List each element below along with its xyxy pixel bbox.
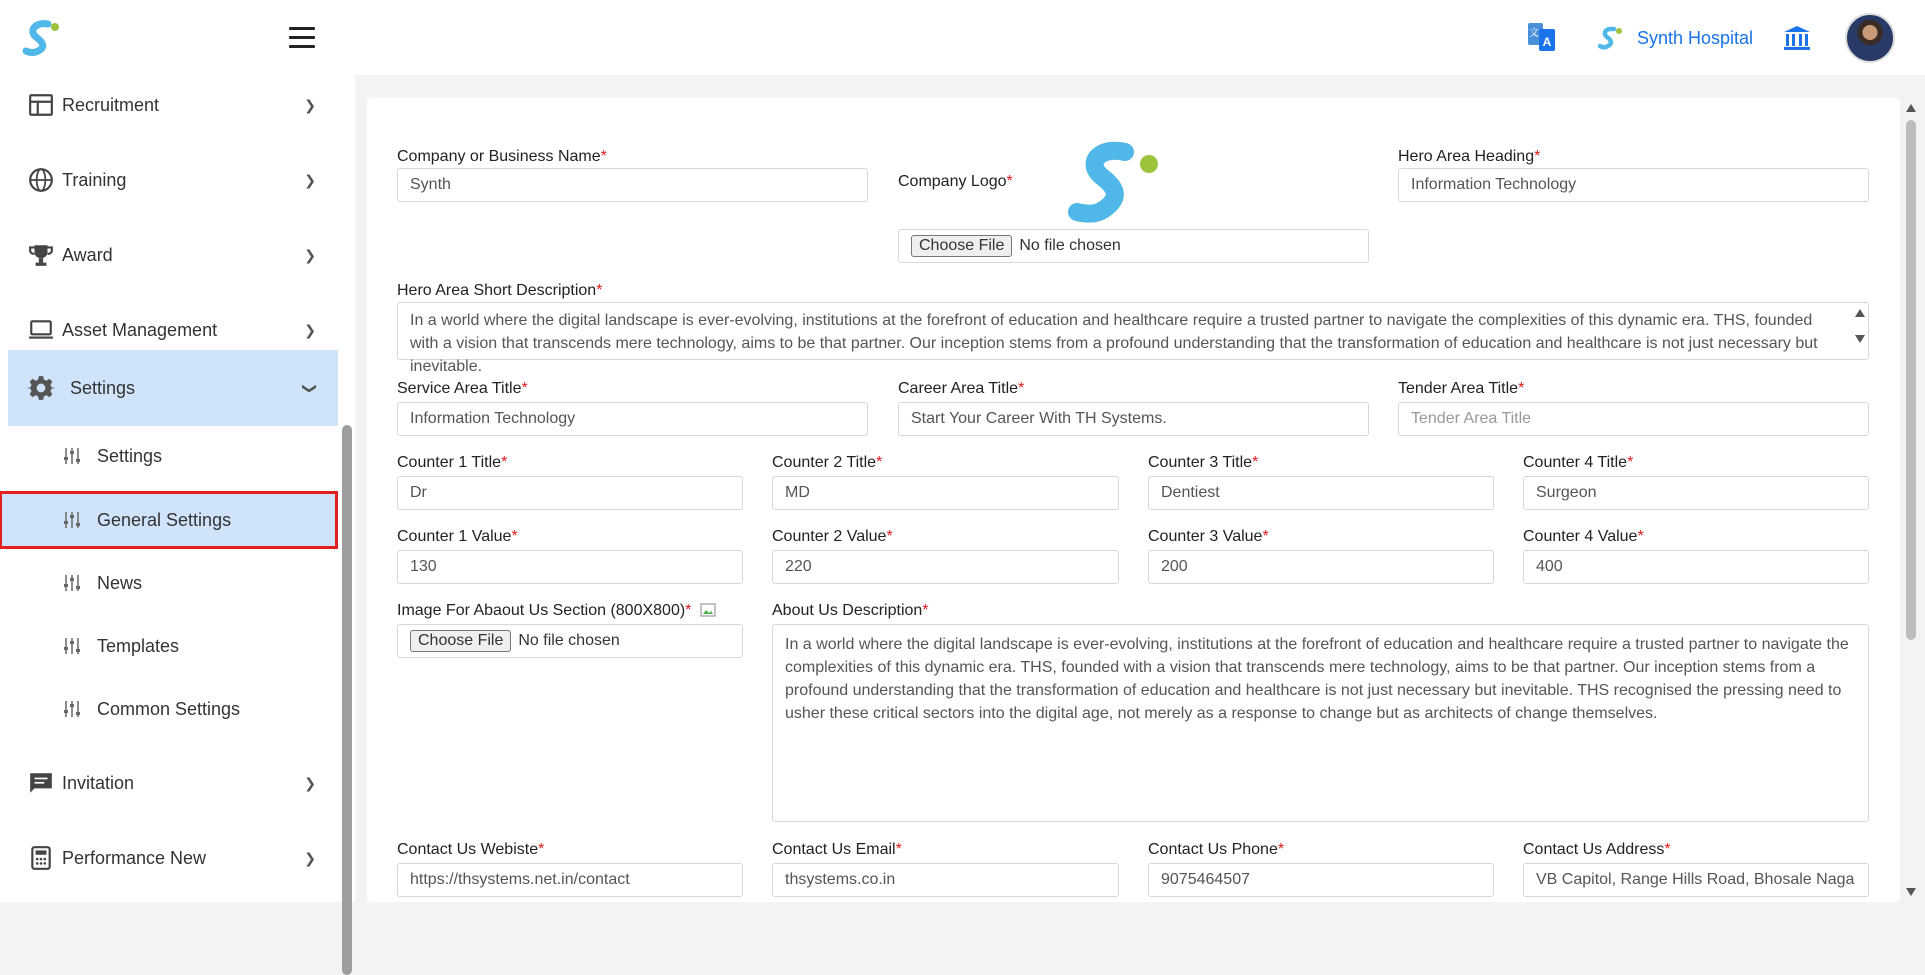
contact-address-input[interactable]: VB Capitol, Range Hills Road, Bhosale Naga [1523, 863, 1869, 897]
sliders-icon [62, 573, 82, 593]
sidebar-subitem-label: Settings [97, 445, 163, 466]
sidebar-item-performance-new[interactable] [8, 828, 338, 888]
scroll-down-icon[interactable] [1855, 335, 1865, 343]
chevron-right-icon: ❯ [304, 96, 316, 113]
counter1-title-input[interactable]: Dr [397, 476, 743, 510]
sidebar-scrollbar[interactable] [342, 425, 352, 975]
svg-text:文: 文 [1528, 28, 1539, 39]
counter2-title-input[interactable]: MD [772, 476, 1119, 510]
sidebar-subitem-news[interactable] [8, 557, 333, 609]
svg-text:A: A [1542, 35, 1552, 49]
about-description-label: About Us Description* [772, 602, 929, 619]
bank-icon[interactable] [1783, 24, 1811, 52]
sidebar-item-recruitment[interactable] [8, 75, 338, 135]
hero-description-text: In a world where the digital landscape is ever-evolving, institutions at the forefront of education and healthcare require a trusted partner to navigate the complexities of this dynamic era. THS, founded with a vision that transcends mere technology, aims to be that partner. Our inception stems from a profound understanding that the transformation of education and healthcare is not just necessary but inevitable. [410, 312, 1818, 375]
counter2-value-label: Counter 2 Value* [772, 528, 893, 545]
trophy-icon [28, 242, 54, 268]
sidebar-subitem-label: Templates [97, 635, 180, 656]
scroll-up-icon[interactable] [1906, 104, 1916, 112]
message-icon [28, 770, 54, 796]
sidebar-item-award[interactable] [8, 225, 338, 285]
scroll-down-icon[interactable] [1906, 888, 1916, 896]
counter1-title-label: Counter 1 Title* [397, 454, 508, 471]
sidebar [0, 75, 355, 902]
file-status: No file chosen [518, 632, 620, 649]
page-scrollbar[interactable] [1903, 98, 1919, 902]
translate-icon[interactable] [1527, 21, 1557, 55]
hero-description-textarea[interactable] [397, 302, 1869, 375]
broken-image-icon [700, 602, 716, 618]
about-description-textarea[interactable]: In a world where the digital landscape is ever-evolving, institutions at the forefront of education and healthcare require a trusted partner to navigate the complexities of this dynamic era. THS, founded with a vision that transcends mere technology, aims to be that partner. Our inception stems from a profound understanding that the transformation of education and healthcare is not just necessary but inevitable. THS recognised the pressing need to usher these critical sectors into the digital age, not merely as a response to change but as architects of change themselves. [772, 624, 1869, 822]
top-bar [0, 0, 1925, 75]
tender-title-input[interactable]: Tender Area Title [1398, 402, 1869, 436]
brand-mark-icon [1597, 25, 1623, 51]
sidebar-item-label: Settings [70, 377, 136, 398]
sidebar-subitem-common-settings[interactable] [8, 683, 333, 735]
contact-website-label: Contact Us Webiste* [397, 841, 545, 858]
chevron-down-icon: ❯ [302, 382, 319, 394]
sidebar-subitem-general-settings[interactable] [2, 494, 335, 546]
menu-icon[interactable] [289, 27, 315, 49]
sidebar-item-label: Training [62, 169, 127, 190]
choose-file-button[interactable]: Choose File [911, 235, 1012, 257]
sidebar-item-label: Award [62, 244, 113, 265]
company-logo-file-input[interactable] [898, 229, 1369, 263]
sliders-icon [62, 510, 82, 530]
counter4-value-label: Counter 4 Value* [1523, 528, 1644, 545]
avatar[interactable] [1845, 13, 1895, 63]
counter3-value-label: Counter 3 Value* [1148, 528, 1269, 545]
sidebar-item-label: Asset Management [62, 319, 218, 340]
contact-email-label: Contact Us Email* [772, 841, 902, 858]
counter2-value-input[interactable]: 220 [772, 550, 1119, 584]
sidebar-item-training[interactable] [8, 150, 338, 210]
general-settings-form [367, 98, 1900, 902]
sidebar-item-label: Recruitment [62, 94, 160, 115]
career-title-input[interactable]: Start Your Career With TH Systems. [898, 402, 1369, 436]
service-title-input[interactable]: Information Technology [397, 402, 868, 436]
about-image-file-input[interactable] [397, 624, 743, 658]
contact-address-label: Contact Us Address* [1523, 841, 1671, 858]
counter1-value-label: Counter 1 Value* [397, 528, 518, 545]
app-logo-icon[interactable] [22, 18, 62, 58]
about-image-label: Image For Abaout Us Section (800X800)* [397, 602, 716, 620]
contact-email-input[interactable]: thsystems.co.in [772, 863, 1119, 897]
sidebar-item-settings[interactable] [8, 350, 338, 426]
file-status: No file chosen [1019, 237, 1121, 254]
chevron-right-icon: ❯ [304, 321, 316, 338]
hero-description-label: Hero Area Short Description* [397, 282, 603, 299]
choose-file-button[interactable]: Choose File [410, 630, 511, 652]
sidebar-item-label: Invitation [62, 772, 135, 793]
counter3-title-label: Counter 3 Title* [1148, 454, 1259, 471]
sliders-icon [62, 636, 82, 656]
laptop-icon [28, 317, 54, 343]
sidebar-subitem-templates[interactable] [8, 620, 333, 672]
recruitment-icon [28, 92, 54, 118]
counter1-value-input[interactable]: 130 [397, 550, 743, 584]
tender-title-label: Tender Area Title* [1398, 380, 1525, 397]
chevron-right-icon: ❯ [304, 849, 316, 866]
scrollbar-thumb[interactable] [1906, 120, 1916, 640]
counter2-title-label: Counter 2 Title* [772, 454, 883, 471]
hero-heading-label: Hero Area Heading* [1398, 148, 1541, 165]
sliders-icon [62, 699, 82, 719]
company-logo-label: Company Logo* [898, 173, 1013, 190]
sidebar-item-invitation[interactable] [8, 753, 338, 813]
counter3-value-input[interactable]: 200 [1148, 550, 1494, 584]
sidebar-subitem-label: General Settings [97, 509, 232, 530]
scroll-up-icon[interactable] [1855, 309, 1865, 317]
counter4-title-label: Counter 4 Title* [1523, 454, 1634, 471]
sliders-icon [62, 446, 82, 466]
chevron-right-icon: ❯ [304, 171, 316, 188]
textarea-scrollbar[interactable] [1852, 305, 1866, 357]
calculator-icon [28, 845, 54, 871]
contact-phone-input[interactable]: 9075464507 [1148, 863, 1494, 897]
gear-icon [28, 375, 54, 401]
company-name-label: Company or Business Name* [397, 148, 607, 165]
contact-phone-label: Contact Us Phone* [1148, 841, 1285, 858]
globe-icon [28, 167, 54, 193]
sidebar-subitem-label: News [97, 572, 143, 593]
company-name-input[interactable]: Synth [397, 168, 868, 202]
counter3-title-input[interactable]: Dentiest [1148, 476, 1494, 510]
service-title-label: Service Area Title* [397, 380, 528, 397]
sidebar-subitem-label: Common Settings [97, 698, 241, 719]
chevron-right-icon: ❯ [304, 774, 316, 791]
contact-website-input[interactable]: https://thsystems.net.in/contact [397, 863, 743, 897]
counter4-title-input[interactable]: Surgeon [1523, 476, 1869, 510]
counter4-value-input[interactable]: 400 [1523, 550, 1869, 584]
hospital-name[interactable]: Synth Hospital [1636, 27, 1753, 48]
company-logo-preview [1067, 140, 1167, 230]
career-title-label: Career Area Title* [898, 380, 1025, 397]
sidebar-subitem-settings[interactable] [8, 430, 333, 482]
hero-heading-input[interactable]: Information Technology [1398, 168, 1869, 202]
chevron-right-icon: ❯ [304, 246, 316, 263]
sidebar-item-label: Performance New [62, 847, 207, 868]
